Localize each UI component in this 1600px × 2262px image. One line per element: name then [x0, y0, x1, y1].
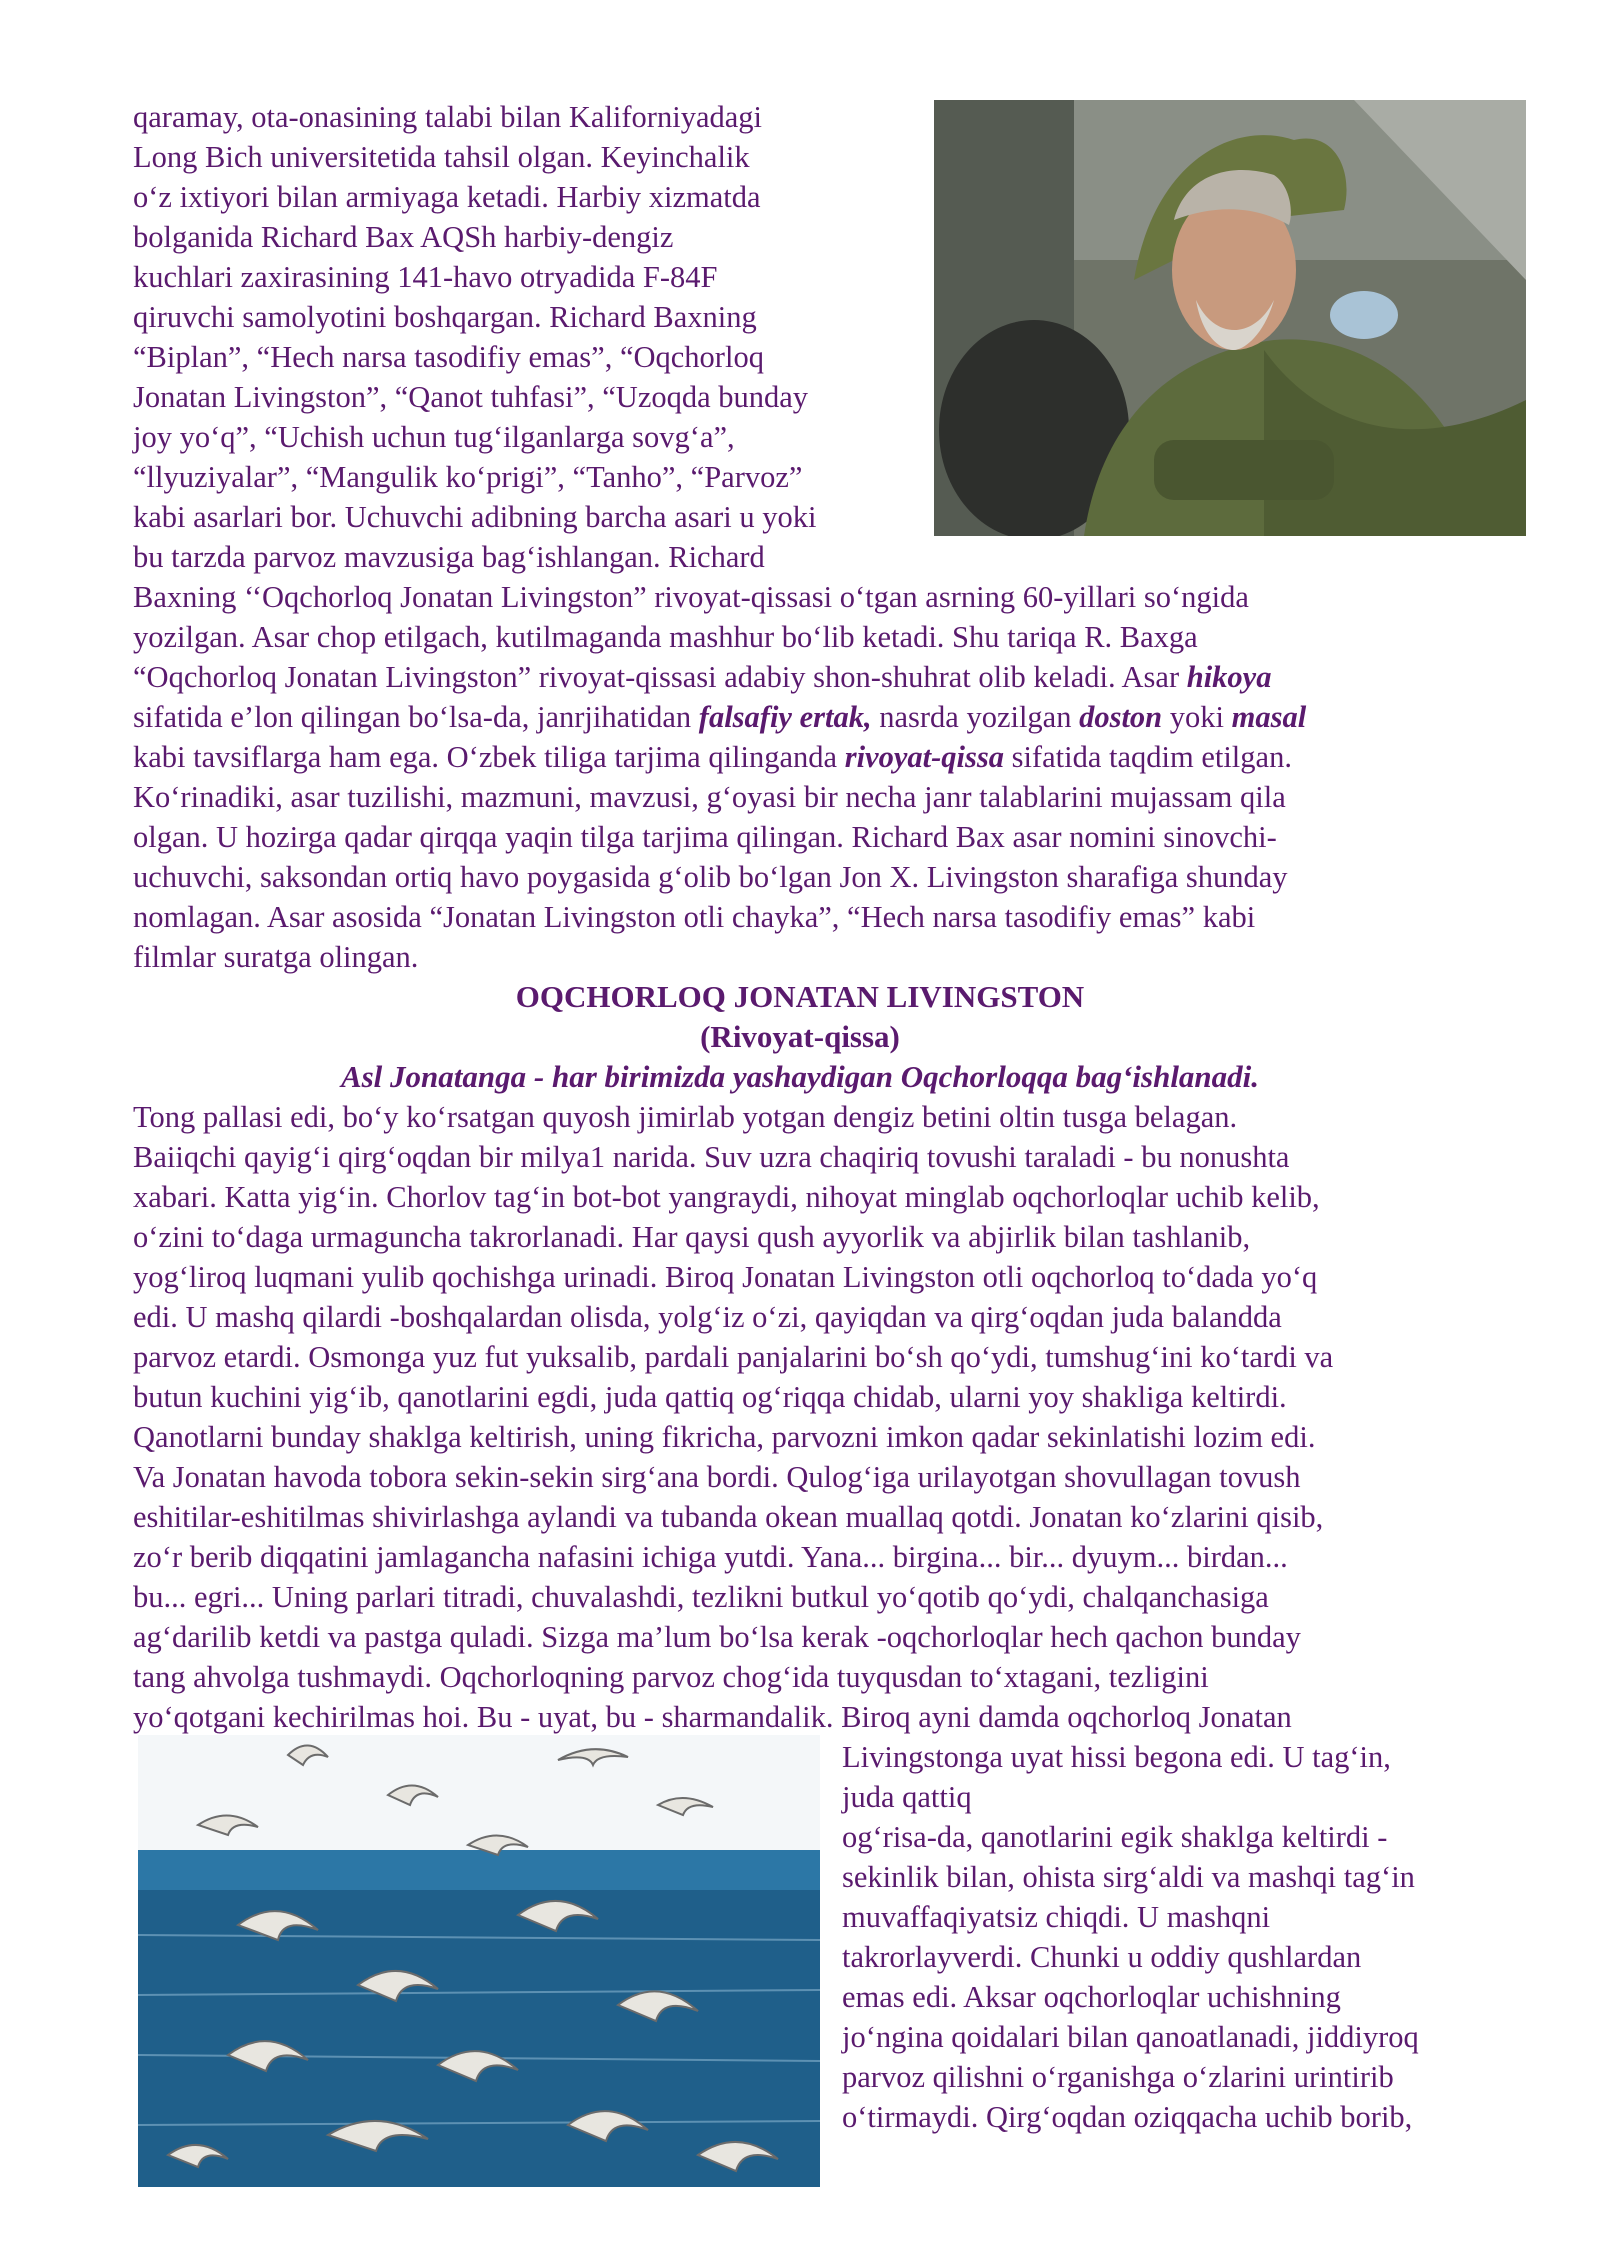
right-column-line: Livingstonga uyat hissi begona edi. U tag‘in,: [842, 1740, 1391, 1774]
intro-text: sifatida e’lon qilingan bo‘lsa-da, janrjihatidan: [133, 700, 699, 734]
intro-text: “Oqchorloq Jonatan Livingston” rivoyat-qissasi adabiy shon-shuhrat olib keladi. Asar: [133, 660, 1187, 694]
intro-line: Baxning ‘‘Oqchorloq Jonatan Livingston” rivoyat-qissasi o‘tgan asrning 60-yillari so‘ngida: [133, 580, 1249, 614]
right-column-line: sekinlik bilan, ohista sirg‘aldi va mashqi tag‘in: [842, 1860, 1415, 1894]
intro-text: sifatida taqdim etilgan.: [1003, 740, 1292, 774]
seagulls-photo: [138, 1735, 820, 2187]
story-line: Baiiqchi qayig‘i qirg‘oqdan bir milya1 narida. Suv uzra chaqiriq tovushi taraladi - bu nonushta: [133, 1140, 1290, 1174]
intro-line: uchuvchi, saksondan ortiq havo poygasida g‘olib bo‘lgan Jon X. Livingston sharafiga shunday: [133, 860, 1288, 894]
right-column-line: juda qattiq: [842, 1780, 972, 1814]
story-line: Va Jonatan havoda tobora sekin-sekin sirg‘ana bordi. Qulog‘iga urilayotgan shovullagan tovush: [133, 1460, 1301, 1494]
story-line: eshitilar-eshitilmas shivirlashga aylandi va tubanda okean muallaq qotdi. Jonatan ko‘zlarini qisib,: [133, 1500, 1324, 1534]
intro-line: olgan. U hozirga qadar qirqqa yaqin tilga tarjima qilingan. Richard Bax asar nomini sinovchi-: [133, 820, 1277, 854]
story-line: edi. U mashq qilardi -boshqalardan olisda, yolg‘iz o‘zi, qayiqdan va qirg‘oqdan juda balandda: [133, 1300, 1282, 1334]
right-column-line: parvoz qilishni o‘rganishga o‘zlarini urintirib: [842, 2060, 1394, 2094]
intro-line: Ko‘rinadiki, asar tuzilishi, mazmuni, mavzusi, g‘oyasi bir necha janr talablarini mujassam qila: [133, 780, 1286, 814]
genre-term: rivoyat-qissa: [844, 740, 1004, 774]
story-line: butun kuchini yig‘ib, qanotlarini egdi, juda qattiq og‘riqqa chidab, ularni yoy shakliga keltirdi.: [133, 1380, 1287, 1414]
intro-line: qaramay, ota-onasining talabi bilan Kaliforniyadagi: [133, 100, 762, 134]
intro-line: [133, 737, 1292, 777]
intro-text: yoki: [1162, 700, 1232, 734]
right-column-line: emas edi. Aksar oqchorloqlar uchishning: [842, 1980, 1341, 2014]
story-line: Tong pallasi edi, bo‘y ko‘rsatgan quyosh jimirlab yotgan dengiz betini oltin tusga belagan.: [133, 1100, 1238, 1134]
story-line: bu... egri... Uning parlari titradi, chuvalashdi, tezlikni butkul yo‘qotib qo‘ydi, chalqanchasiga: [133, 1580, 1269, 1614]
dedication: Asl Jonatanga - har birimizda yashaydigan Oqchorloqqa bag‘ishlanadi.: [340, 1059, 1260, 1094]
intro-line: kuchlari zaxirasining 141-havo otryadida F-84F: [133, 260, 718, 294]
intro-line: Jonatan Livingston”, “Qanot tuhfasi”, “Uzoqda bunday: [133, 380, 809, 414]
intro-line: yozilgan. Asar chop etilgach, kutilmaganda mashhur bo‘lib ketadi. Shu tariqa R. Baxga: [133, 620, 1198, 654]
intro-text: kabi tavsiflarga ham ega. O‘zbek tiliga tarjima qilinganda: [133, 740, 845, 774]
intro-line: joy yo‘q”, “Uchish uchun tug‘ilganlarga sovg‘a”,: [133, 420, 735, 454]
intro-line: nomlagan. Asar asosida “Jonatan Livingston otli chayka”, “Hech narsa tasodifiy emas” kabi: [133, 900, 1256, 934]
story-line: Qanotlarni bunday shaklga keltirish, uning fikricha, parvozni imkon qadar sekinlatishi lozim edi.: [133, 1420, 1316, 1454]
story-title: OQCHORLOQ JONATAN LIVINGSTON: [515, 979, 1085, 1014]
story-subtitle: (Rivoyat-qissa): [700, 1019, 900, 1054]
intro-line: kabi asarlari bor. Uchuvchi adibning barcha asari u yoki: [133, 500, 817, 534]
story-line: ag‘darilib ketdi va pastga quladi. Sizga ma’lum bo‘lsa kerak -oqchorloqlar hech qachon bunday: [133, 1620, 1301, 1654]
intro-line: o‘z ixtiyori bilan armiyaga ketadi. Harbiy xizmatda: [133, 180, 761, 214]
right-column-line: muvaffaqiyatsiz chiqdi. U mashqni: [842, 1900, 1271, 1934]
intro-line: bu tarzda parvoz mavzusiga bag‘ishlangan. Richard: [133, 540, 765, 574]
genre-term: masal: [1231, 700, 1307, 734]
story-line: tang ahvolga tushmaydi. Oqchorloqning parvoz chog‘ida tuyqusdan to‘xtagani, tezligini: [133, 1660, 1209, 1694]
intro-line: “llyuziyalar”, “Mangulik ko‘prigi”, “Tanho”, “Parvoz”: [133, 460, 803, 494]
intro-line: [133, 657, 1271, 697]
story-line: parvoz etardi. Osmonga yuz fut yuksalib, pardali panjalarini bo‘sh qo‘ydi, tumshug‘ini ko‘tardi va: [133, 1340, 1334, 1374]
right-column-line: takrorlayverdi. Chunki u oddiy qushlardan: [842, 1940, 1362, 1974]
right-column-line: jo‘ngina qoidalari bilan qanoatlanadi, jiddiyroq: [842, 2020, 1419, 2054]
intro-line: bolganida Richard Bax AQSh harbiy-dengiz: [133, 220, 674, 254]
genre-term: doston: [1079, 700, 1163, 734]
genre-term: hikoya: [1186, 660, 1272, 694]
right-column-line: og‘risa-da, qanotlarini egik shaklga keltirdi -: [842, 1820, 1388, 1854]
intro-line: [133, 697, 1306, 737]
intro-line: Long Bich universitetida tahsil olgan. Keyinchalik: [133, 140, 750, 174]
intro-line: “Biplan”, “Hech narsa tasodifiy emas”, “Oqchorloq: [133, 340, 764, 374]
right-column-line: o‘tirmaydi. Qirg‘oqdan oziqqacha uchib borib,: [842, 2100, 1413, 2134]
story-line: xabari. Katta yig‘in. Chorlov tag‘in bot-bot yangraydi, nihoyat minglab oqchorloqlar uchib kelib,: [133, 1180, 1320, 1214]
genre-term: falsafiy ertak,: [698, 700, 872, 734]
intro-line: filmlar suratga olingan.: [133, 940, 419, 974]
intro-text: nasrda yozilgan: [871, 700, 1080, 734]
author-photo: [934, 100, 1526, 536]
story-line: yo‘qotgani kechirilmas hoi. Bu - uyat, bu - sharmandalik. Biroq ayni damda oqchorloq Jonatan: [133, 1700, 1292, 1734]
story-line: yog‘liroq luqmani yulib qochishga urinadi. Biroq Jonatan Livingston otli oqchorloq to‘dada yo‘q: [133, 1260, 1318, 1294]
story-line: o‘zini to‘daga urmaguncha takrorlanadi. Har qaysi qush ayyorlik va abjirlik bilan tashlanib,: [133, 1220, 1251, 1254]
story-line: zo‘r berib diqqatini jamlagancha nafasini ichiga yutdi. Yana... birgina... bir... dyuym... birdan...: [133, 1540, 1288, 1574]
intro-line: qiruvchi samolyotini boshqargan. Richard Baxning: [133, 300, 757, 334]
